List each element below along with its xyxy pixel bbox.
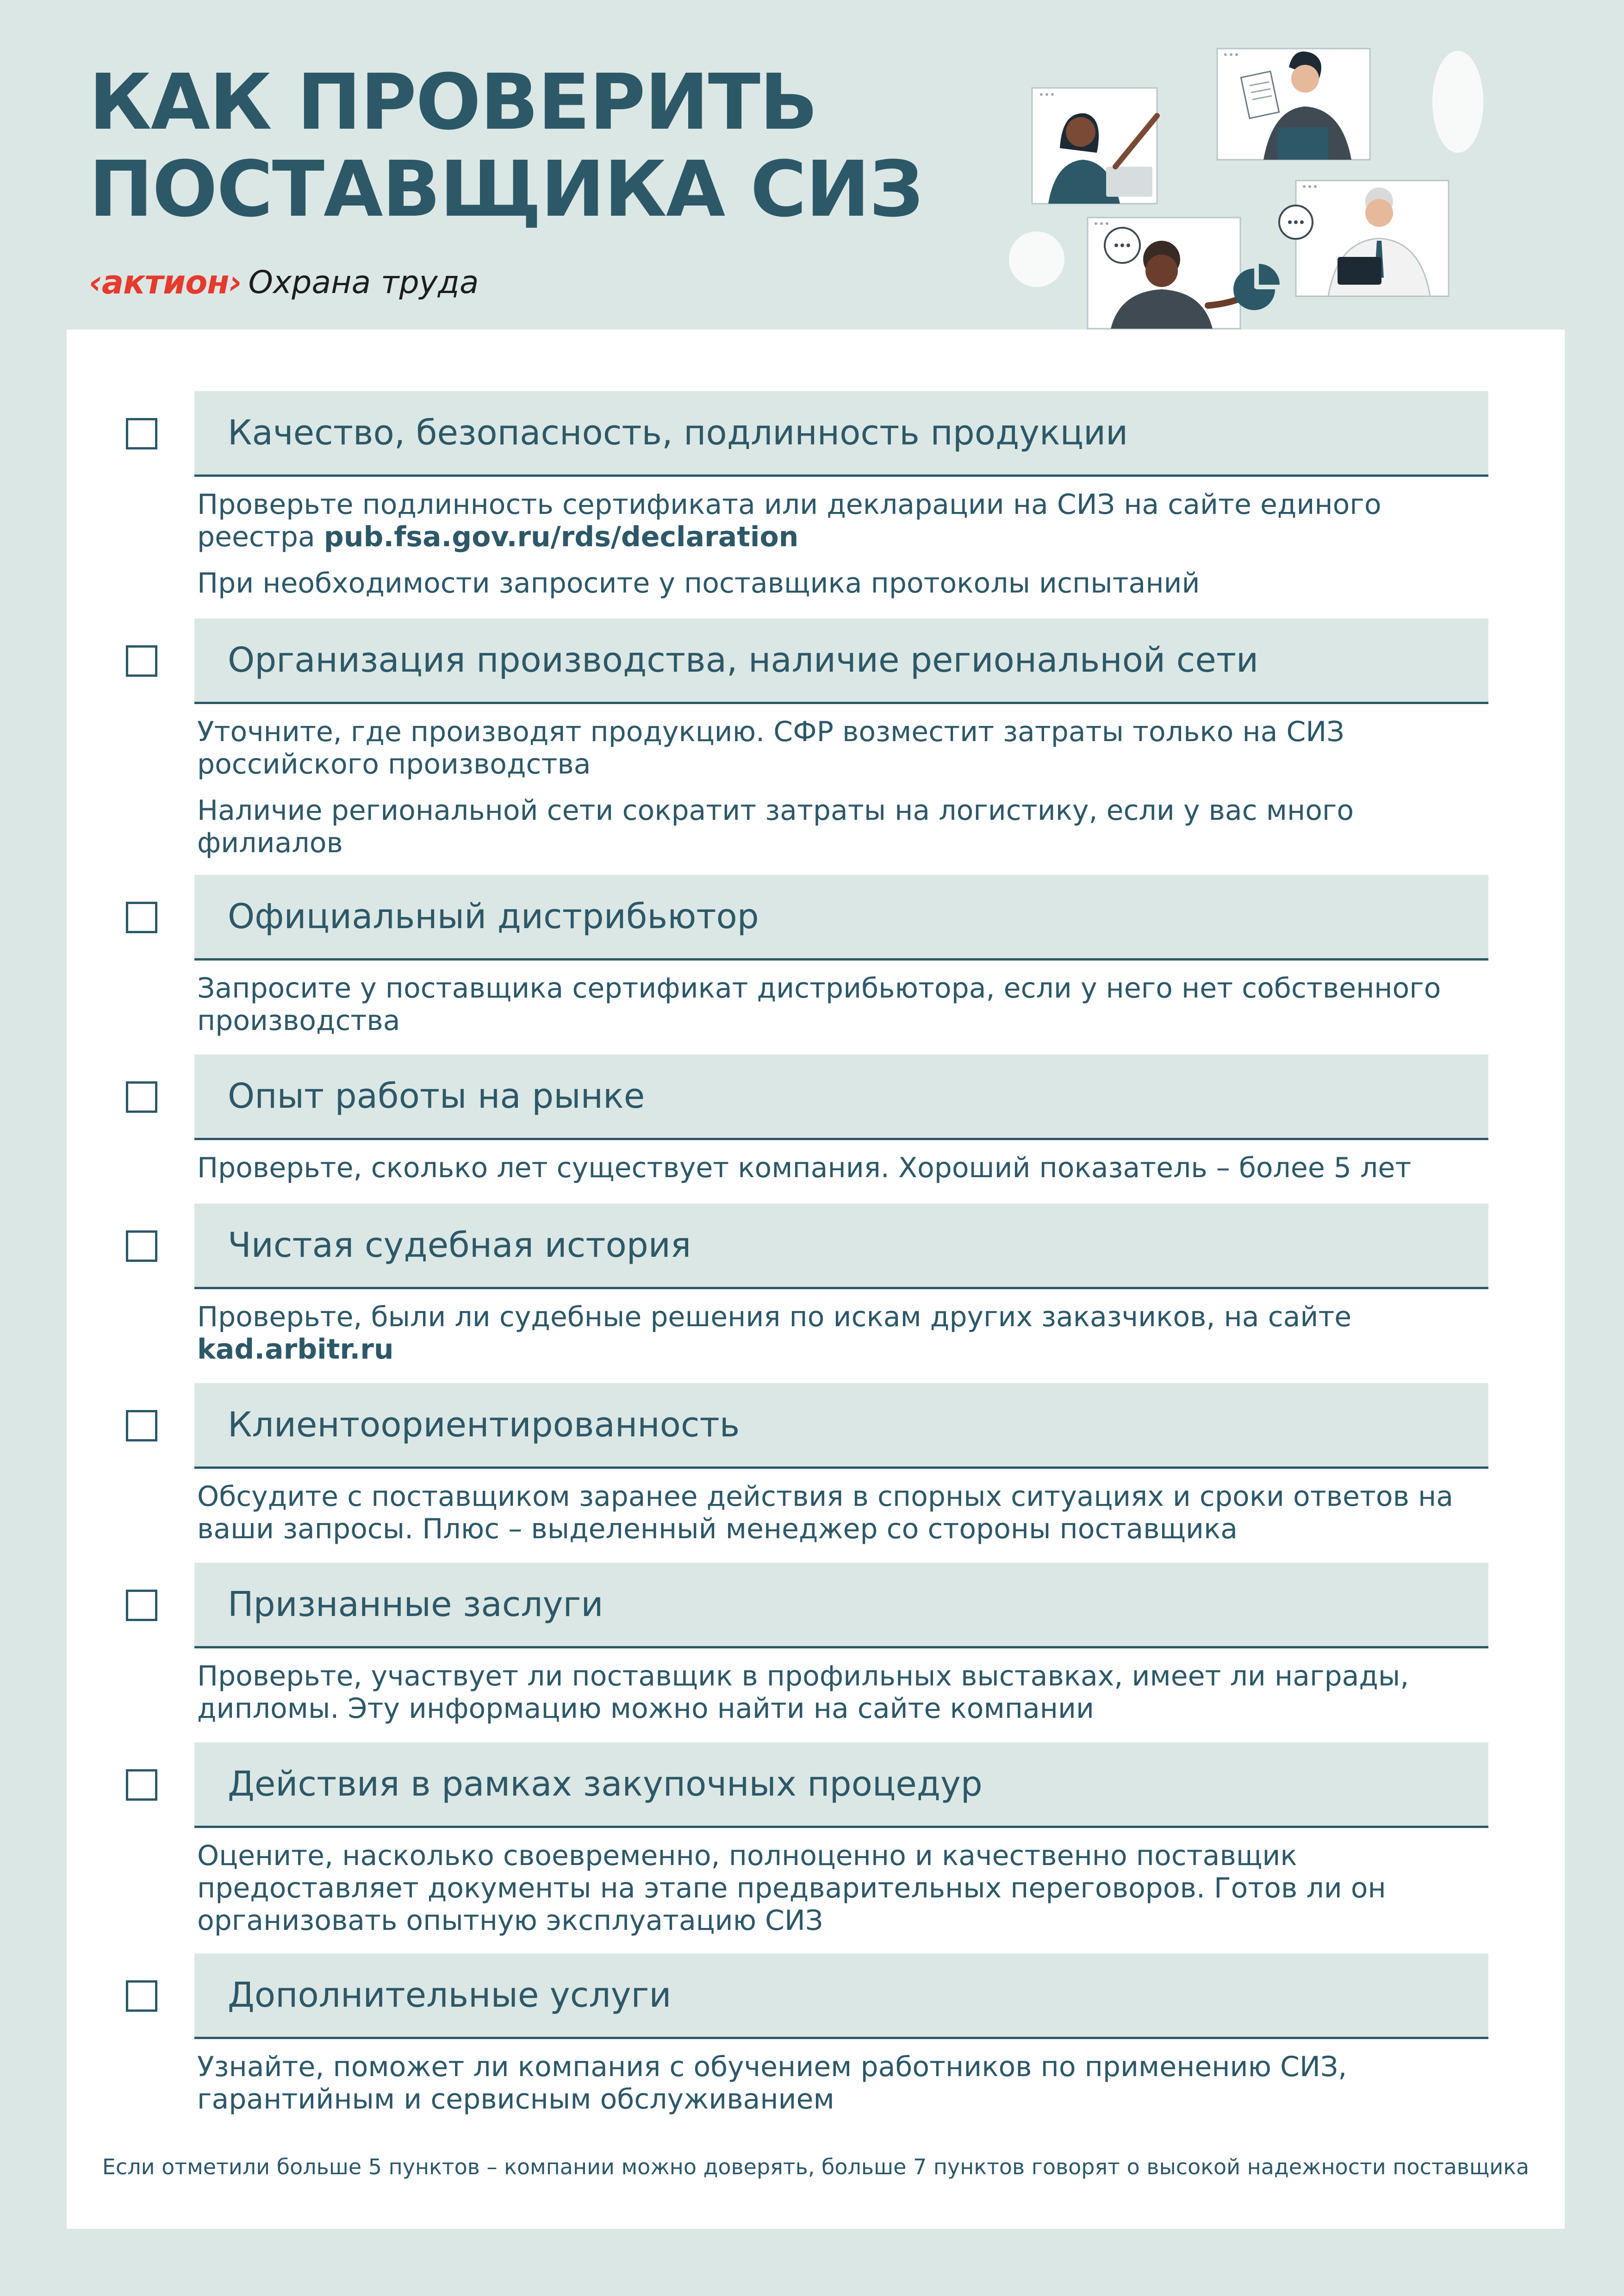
checklist-checkbox[interactable] — [126, 1769, 157, 1801]
item-description — [197, 2051, 1507, 2115]
registry-link[interactable]: pub.fsa.gov.ru/rds/declaration — [324, 521, 799, 553]
brand-logo: ‹актион› — [89, 263, 242, 301]
team-video-call-illustration — [1004, 28, 1504, 343]
item-heading-bar — [194, 618, 1488, 704]
item-description-paragraph — [197, 1301, 1507, 1366]
item-description-paragraph: При необходимости запросите у поставщика протоколы испытаний — [197, 567, 1200, 599]
brand-subtitle: Охрана труда — [248, 264, 479, 301]
item-heading-bar — [194, 1742, 1488, 1828]
item-heading: Официальный дистрибьютор — [228, 897, 759, 936]
brand — [89, 259, 479, 306]
item-description-paragraph: Наличие региональной сети сократит затраты на логистику, если у вас много филиалов — [197, 794, 1354, 859]
item-heading-bar — [194, 1383, 1488, 1469]
item-heading: Организация производства, наличие региональной сети — [228, 640, 1259, 680]
item-description-paragraph: Проверьте, участвует ли поставщик в профильных выставках, имеет ли награды, дипломы. Эту информацию можно найти на сайте компании — [197, 1660, 1409, 1725]
item-heading-bar — [194, 1054, 1488, 1140]
item-heading-bar — [194, 875, 1488, 961]
item-description-paragraph: Оцените, насколько своевременно, полноценно и качественно поставщик предоставляет документы на этапе предварительных переговоров. Готов ли он организовать опытную эксплуатацию СИЗ — [197, 1840, 1386, 1937]
checklist-checkbox[interactable] — [126, 1410, 157, 1441]
item-heading: Признанные заслуги — [228, 1585, 604, 1624]
checklist-checkbox[interactable] — [126, 1980, 157, 2012]
item-heading-bar — [194, 391, 1488, 477]
item-description — [197, 1301, 1507, 1366]
item-heading: Качество, безопасность, подлинность продукции — [228, 413, 1128, 453]
footnote: Если отметили больше 5 пунктов – компании можно доверять, больше 7 пунктов говорят о высокой надежности поставщика — [102, 2154, 1530, 2179]
decor-blob — [1432, 51, 1483, 153]
page-title — [89, 59, 923, 233]
item-description — [197, 1840, 1507, 1937]
checklist-checkbox[interactable] — [126, 1081, 157, 1113]
page-title-line-1: КАК ПРОВЕРИТЬ — [89, 58, 817, 147]
item-heading-bar — [194, 1563, 1488, 1648]
video-window-older-man — [1279, 181, 1449, 296]
item-description — [197, 1480, 1507, 1545]
video-window-man-document — [1217, 49, 1370, 160]
item-description — [197, 1660, 1507, 1725]
item-heading: Действия в рамках закупочных процедур — [228, 1764, 983, 1804]
item-description-paragraph: Уточните, где производят продукцию. СФР возместит затраты только на СИЗ российского производства — [197, 716, 1344, 780]
item-description-paragraph: Узнайте, поможет ли компания с обучением работников по применению СИЗ, гарантийным и сервисным обслуживанием — [197, 2051, 1347, 2115]
item-heading: Дополнительные услуги — [228, 1975, 672, 2015]
checklist-checkbox[interactable] — [126, 1230, 157, 1262]
item-description — [197, 716, 1507, 859]
item-description-paragraph: Проверьте, сколько лет существует компания. Хороший показатель – более 5 лет — [197, 1152, 1412, 1184]
checklist-checkbox[interactable] — [126, 418, 157, 449]
item-text: Проверьте, были ли судебные решения по искам других заказчиков, на сайте — [197, 1301, 1352, 1333]
item-text: Проверьте подлинность сертификата или декларации на СИЗ на сайте единого реестра — [197, 488, 1381, 553]
court-records-link[interactable]: kad.arbitr.ru — [197, 1333, 394, 1366]
checklist-checkbox[interactable] — [126, 1590, 157, 1621]
item-heading: Чистая судебная история — [228, 1225, 691, 1265]
item-description — [197, 972, 1507, 1037]
page-title-line-2: ПОСТАВЩИКА СИЗ — [89, 145, 923, 234]
item-description-paragraph — [197, 488, 1507, 553]
item-heading-bar — [194, 1204, 1488, 1289]
item-description — [197, 488, 1507, 599]
checklist-card — [67, 330, 1565, 2229]
item-description-paragraph: Запросите у поставщика сертификат дистрибьютора, если у него нет собственного производства — [197, 972, 1441, 1037]
video-window-man-chat — [1088, 218, 1280, 329]
checklist-checkbox[interactable] — [126, 902, 157, 933]
video-window-woman — [1032, 88, 1157, 204]
decor-circle — [1009, 231, 1064, 287]
item-heading: Клиентоориентированность — [228, 1405, 740, 1445]
item-heading-bar — [194, 1953, 1488, 2039]
checklist-checkbox[interactable] — [126, 645, 157, 677]
item-heading: Опыт работы на рынке — [228, 1076, 645, 1116]
item-description-paragraph: Обсудите с поставщиком заранее действия в спорных ситуациях и сроки ответов на ваши запросы. Плюс – выделенный менеджер со стороны поставщика — [197, 1480, 1454, 1545]
item-description — [197, 1152, 1507, 1184]
